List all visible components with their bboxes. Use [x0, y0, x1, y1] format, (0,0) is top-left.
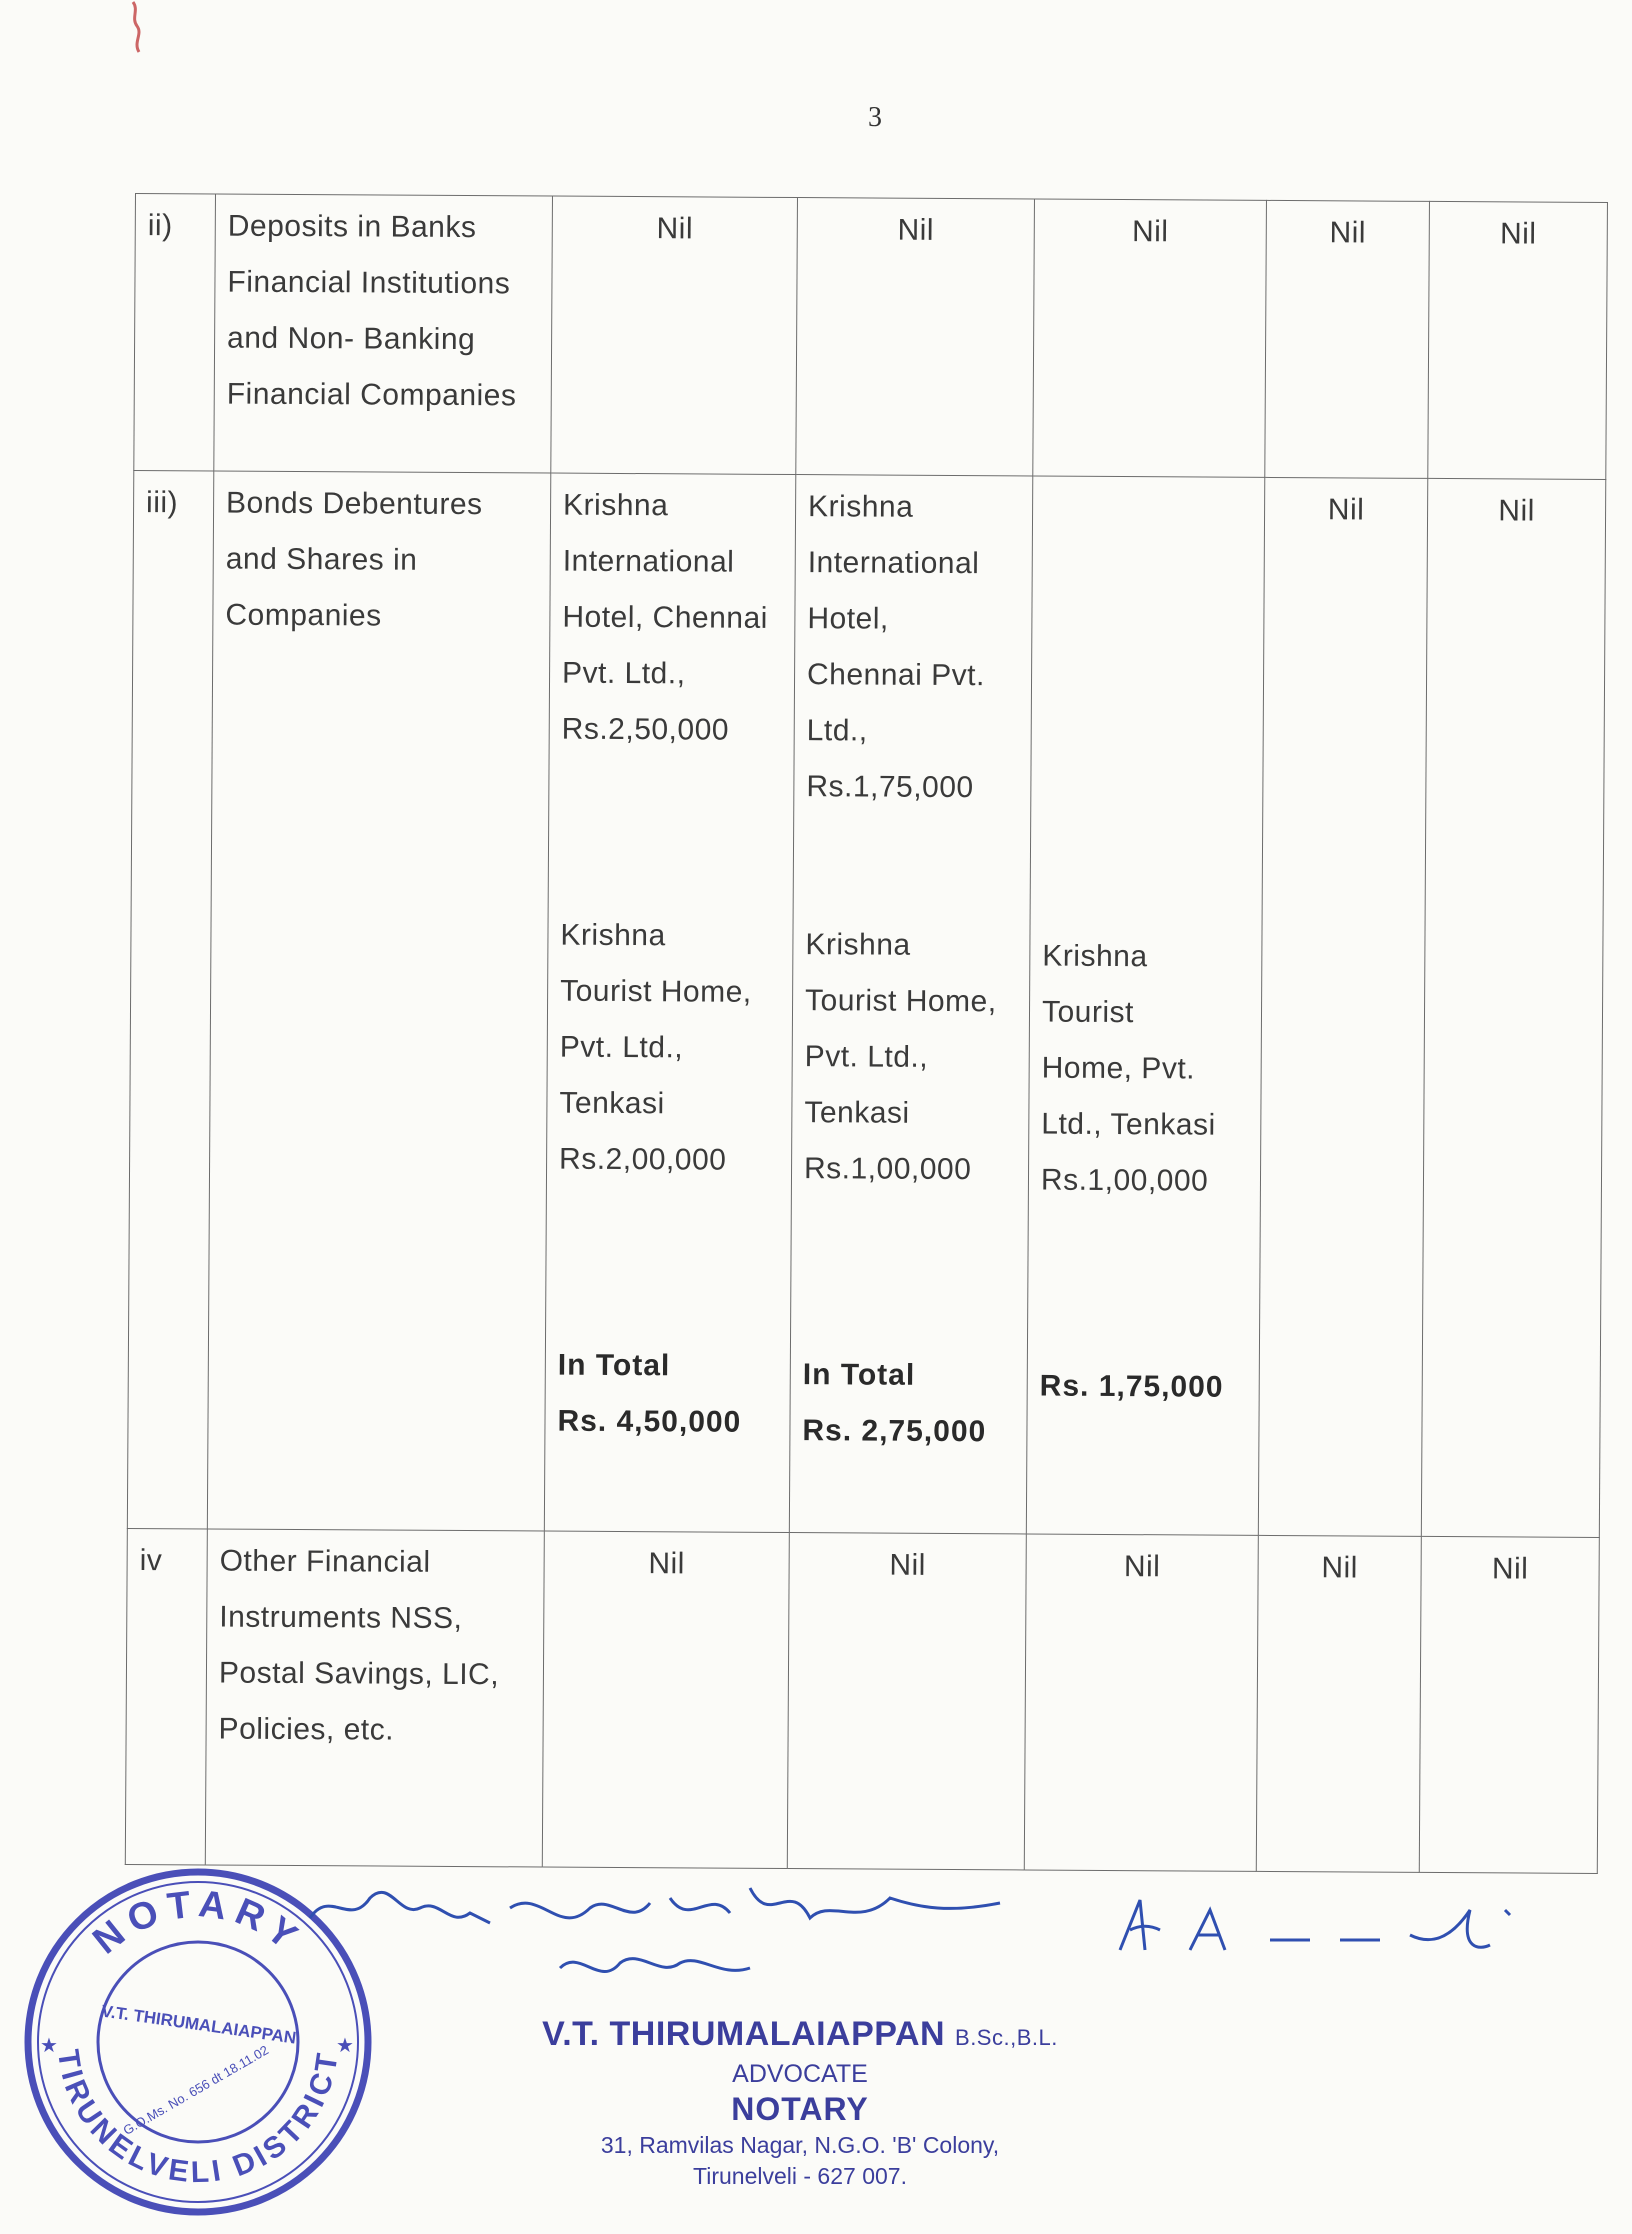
- holding-line: Ltd., Tenkasi: [1041, 1107, 1216, 1142]
- table-cell: Nil: [1258, 477, 1427, 1536]
- seal-bottom-text: TIRUNELVELI DISTRICT: [50, 2047, 346, 2190]
- spacer: [803, 1197, 1016, 1348]
- holding-line: Rs.1,00,000: [803, 1152, 972, 1187]
- description-line: Financial Institutions: [227, 265, 511, 301]
- total-line: Rs. 4,50,000: [557, 1404, 742, 1439]
- holding-line: Rs.2,00,000: [559, 1142, 727, 1177]
- holding-line: Tourist: [1041, 995, 1134, 1030]
- holding-line: Rs.1,00,000: [1040, 1163, 1209, 1198]
- holding-line: Tourist Home,: [560, 974, 752, 1009]
- description-line: Postal Savings, LIC,: [218, 1656, 500, 1692]
- table-cell: Nil: [796, 198, 1035, 476]
- description-line: Instruments NSS,: [219, 1600, 463, 1636]
- notary-address-line-1: 31, Ramvilas Nagar, N.G.O. 'B' Colony,: [600, 2132, 1000, 2158]
- spacer: [1040, 1209, 1248, 1360]
- spacer: [561, 758, 782, 909]
- assets-table: [125, 193, 1608, 1874]
- description-line: Other Financial: [219, 1544, 431, 1579]
- holding-line: Rs.2,50,000: [561, 712, 730, 747]
- table-cell: Nil: [551, 196, 798, 474]
- holding-line: Krishna: [1042, 939, 1148, 974]
- table-cell: [789, 475, 1032, 1534]
- notary-degree: B.Sc.,B.L.: [955, 2025, 1058, 2050]
- holding-line: Krishna: [560, 918, 666, 953]
- table-cell: Nil: [542, 1531, 789, 1868]
- seal-order: G.O.Ms. No. 656 dt 18.11.02: [120, 2042, 272, 2138]
- description-line: Bonds Debentures: [226, 486, 483, 522]
- description-line: and Non- Banking: [227, 321, 476, 357]
- spacer: [1043, 481, 1253, 930]
- table-cell: Nil: [1419, 1536, 1599, 1873]
- holding-line: International: [807, 546, 980, 581]
- row-description: [205, 1529, 544, 1867]
- holding-line: Tenkasi: [559, 1086, 665, 1121]
- spacer: [806, 815, 1019, 918]
- total-line: Rs. 1,75,000: [1039, 1369, 1224, 1404]
- table-cell: Nil: [1033, 199, 1267, 477]
- description-line: Financial Companies: [226, 377, 517, 413]
- handwritten-attestation: [300, 1868, 1020, 2008]
- star-icon: ★: [336, 2033, 354, 2057]
- description-line: Deposits in Banks: [227, 209, 477, 245]
- holding-line: Krishna: [563, 488, 669, 523]
- table-cell: Nil: [1428, 201, 1608, 479]
- page-number: 3: [868, 102, 882, 133]
- holding-line: International: [562, 544, 735, 579]
- holding-line: Pvt. Ltd.,: [804, 1040, 929, 1074]
- table-cell: Nil: [1024, 1534, 1258, 1871]
- table-cell: [544, 473, 795, 1532]
- svg-text:TIRUNELVELI DISTRICT: [51, 2047, 345, 2189]
- holding-line: Hotel,: [807, 602, 889, 636]
- holding-line: Tourist Home,: [804, 984, 997, 1019]
- row-description: [214, 194, 553, 473]
- table-row: [125, 1528, 1599, 1873]
- notary-title: NOTARY: [731, 2091, 869, 2127]
- total-line: Rs. 2,75,000: [802, 1414, 987, 1449]
- row-number: iii): [127, 470, 213, 1528]
- seal-top-text: NOTARY: [85, 1883, 311, 1963]
- star-icon: ★: [40, 2033, 58, 2057]
- table-cell: Nil: [1265, 200, 1430, 478]
- holding-line: Rs.1,75,000: [806, 770, 974, 805]
- corner-mark: [125, 0, 155, 60]
- holding-line: Chennai Pvt.: [806, 658, 985, 693]
- table-cell: [1026, 476, 1264, 1535]
- notary-name-line: [480, 2015, 1120, 2054]
- holding-line: Krishna: [807, 490, 914, 524]
- table-cell: Nil: [787, 1533, 1026, 1870]
- seal-name: V.T. THIRUMALAIAPPAN: [100, 2001, 298, 2048]
- description-line: Companies: [225, 598, 382, 633]
- row-number: iv: [125, 1528, 207, 1864]
- notary-address-line-2: Tirunelveli - 627 007.: [693, 2163, 907, 2189]
- holding-line: Tenkasi: [804, 1096, 910, 1130]
- table-row: [134, 194, 1608, 480]
- table-cell: Nil: [1256, 1535, 1421, 1872]
- notary-role: ADVOCATE: [732, 2060, 868, 2088]
- row-number: ii): [134, 194, 216, 471]
- description-line: Policies, etc.: [218, 1712, 395, 1747]
- total-line: In Total: [802, 1358, 916, 1392]
- spacer: [558, 1188, 779, 1339]
- description-line: and Shares in: [225, 542, 418, 577]
- holding-line: Hotel, Chennai: [562, 600, 768, 635]
- table-cell: Nil: [1421, 478, 1605, 1537]
- table-row: [127, 470, 1605, 1537]
- row-description: [207, 471, 550, 1531]
- holding-line: Pvt. Ltd.,: [561, 656, 686, 691]
- notary-name: V.T. THIRUMALAIAPPAN: [542, 2015, 946, 2053]
- holding-line: Krishna: [805, 928, 911, 962]
- signature: [1110, 1880, 1540, 1970]
- holding-line: Ltd.,: [806, 714, 868, 748]
- total-line: In Total: [557, 1348, 671, 1383]
- holding-line: Home, Pvt.: [1041, 1051, 1196, 1086]
- notary-letterhead: [480, 2015, 1120, 2190]
- holding-line: Pvt. Ltd.,: [559, 1030, 684, 1065]
